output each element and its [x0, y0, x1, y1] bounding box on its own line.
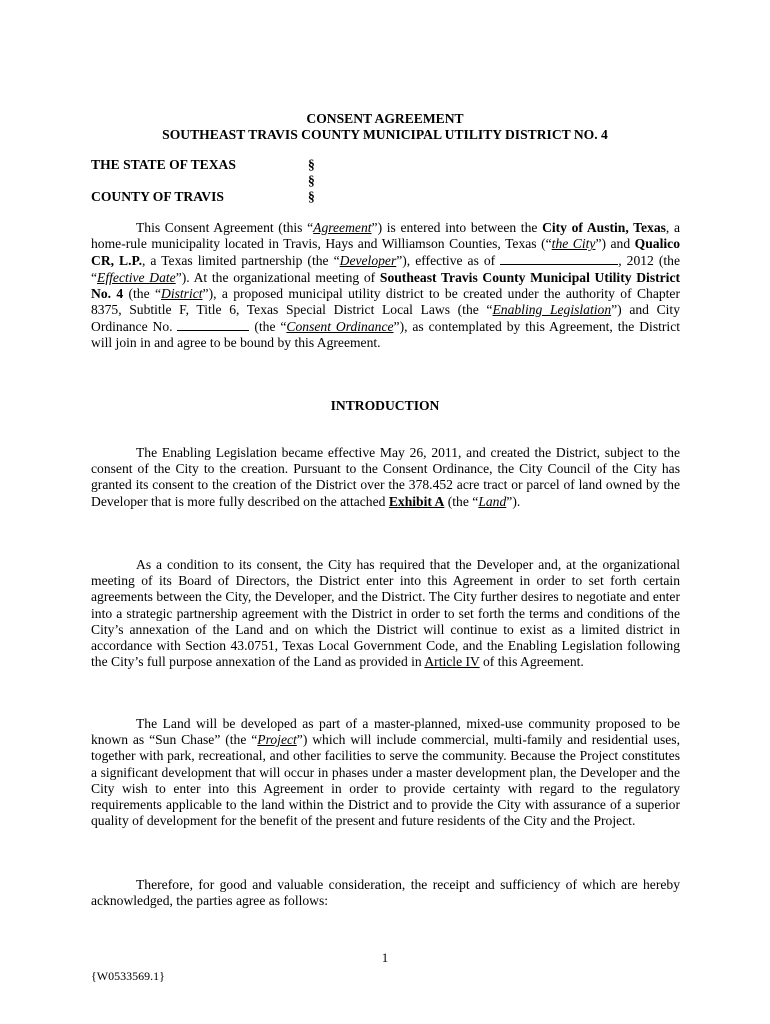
defined-term-land: Land	[478, 493, 507, 509]
document-title: CONSENT AGREEMENT	[306, 111, 464, 126]
defined-term-district: District	[161, 285, 203, 301]
defined-term-effective-date: Effective Date	[97, 269, 176, 285]
article-iv-reference: Article IV	[424, 654, 480, 670]
date-blank-line	[500, 252, 618, 265]
caption-county: COUNTY OF TRAVIS	[91, 189, 224, 204]
ordinance-blank-line	[177, 318, 249, 331]
defined-term-agreement: Agreement	[313, 220, 372, 235]
section-symbol: §	[308, 157, 315, 172]
page-number: 1	[381, 951, 389, 965]
party-city: City of Austin, Texas	[542, 220, 666, 235]
section-symbol: §	[308, 189, 315, 204]
paragraph-consideration: Therefore, for good and valuable consideration, the receipt and sufficiency of which are hereby acknowledged, the parties agree as follows:	[91, 877, 680, 909]
caption-state: THE STATE OF TEXAS	[91, 157, 236, 172]
paragraph-enabling-legislation: The Enabling Legislation became effective May 26, 2011, and created the District, subject to the consent of the City to the creation. Pursuant to the Consent Ordinance, the City Council of the City has granted its consent to the creation of the District over the 378.452 acre tract or parcel of land owned by the Developer that is more fully described on the attached Exhibit A (the “Land”).	[91, 445, 680, 509]
document-subtitle: SOUTHEAST TRAVIS COUNTY MUNICIPAL UTILITY DISTRICT NO. 4	[162, 127, 608, 142]
defined-term-enabling-legislation: Enabling Legislation	[492, 302, 612, 318]
section-heading-introduction: INTRODUCTION	[330, 398, 440, 413]
paragraph-condition-consent: As a condition to its consent, the City has required that the Developer and, at the organizational meeting of its Board of Directors, the District enter into this Agreement in order to set forth certain agreements between the City, the Developer, and the District. The City further desires to negotiate and enter into a strategic partnership agreement with the District in order to set forth the terms and conditions of the City’s annexation of the Land and on which the District will continue to exist as a limited district in accordance with Section 43.0751, Texas Local Government Code, and the Enabling Legislation following the City’s full purpose annexation of the Land as provided in Article IV of this Agreement.	[91, 557, 680, 670]
paragraph-project-description: The Land will be developed as part of a master-planned, mixed-use community proposed to be known as “Sun Chase” (the “Project”) which will include commercial, multi-family and residential uses, together with park, recreational, and other facilities to serve the community. Because the Project constitutes a significant development that will occur in phases under a master development plan, the Developer and the City wish to enter into this Agreement in order to provide certainty with regard to the regulatory requirements applicable to the land within the District and to provide the City with assurance of a superior quality of development for the benefit of the present and future residents of the City and the Project.	[91, 716, 680, 829]
defined-term-developer: Developer	[339, 253, 397, 269]
paragraph-preamble: This Consent Agreement (this “Agreement”) is entered into between the City of Austin, Texas, a home-rule municipality located in Travis, Hays and Williamson Counties, Texas (“the City”) and Qualico CR, L.P., a Texas limited partnership (the “Developer”), effective as of , 2012 (the “Effective Date”). At the organizational meeting of Southeast Travis County Municipal Utility District No. 4 (the “District”), a proposed municipal utility district to be created under the authority of Chapter 8375, Subtitle F, Title 6, Texas Special District Local Laws (the “Enabling Legislation”) and City Ordinance No. (the “Consent Ordinance”), as contemplated by this Agreement, the District will join in and agree to be bound by this Agreement.	[91, 220, 681, 351]
exhibit-a-reference: Exhibit A	[388, 493, 445, 509]
party-district: Southeast Travis County Municipal Utility District No. 4	[91, 269, 681, 301]
defined-term-consent-ordinance: Consent Ordinance	[286, 319, 394, 335]
party-developer: Qualico CR, L.P.	[91, 236, 680, 269]
defined-term-project: Project	[257, 732, 297, 748]
defined-term-city: the City	[551, 236, 596, 252]
document-id: {W0533569.1}	[91, 969, 165, 983]
section-symbol: §	[308, 173, 315, 188]
